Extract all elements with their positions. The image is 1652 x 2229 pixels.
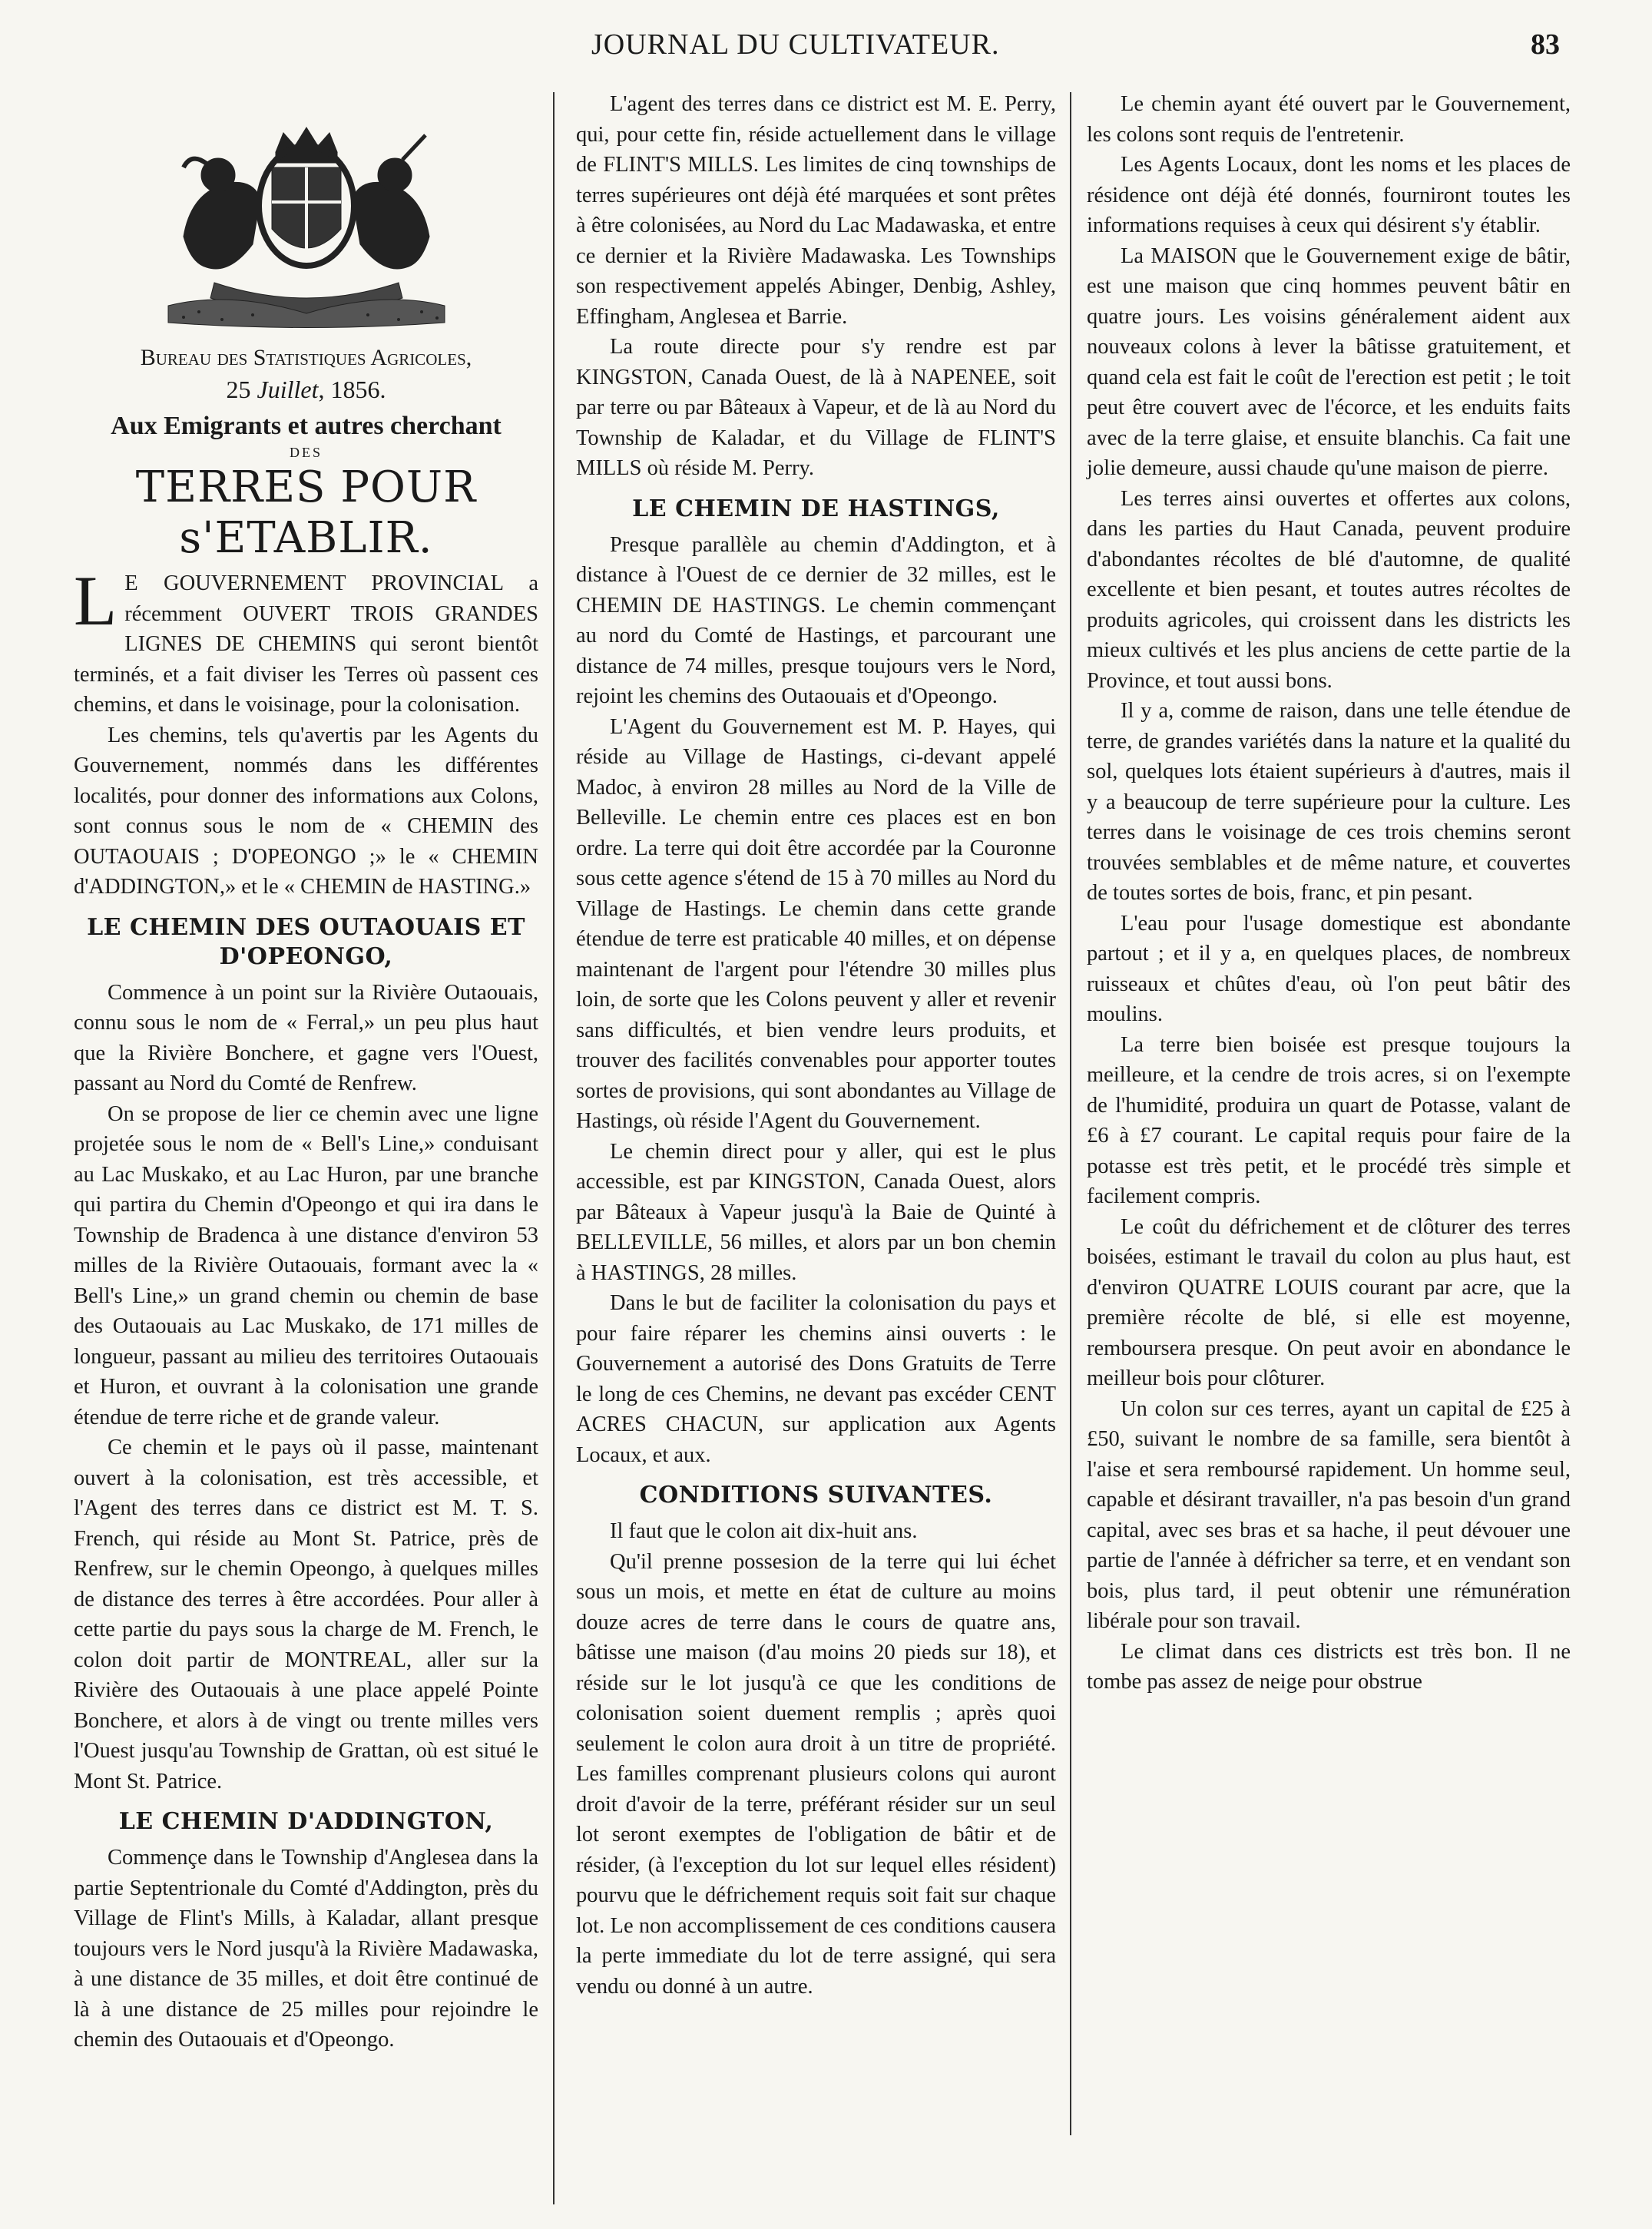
paragraph: La route directe pour s'y rendre est par KINGSTON, Canada Ouest, de là à NAPENEE, soit par terre ou par Bâteaux à Vapeur, et de là au Nord du Township de Kaladar, et du Village de FLINT'S MILLS où réside M. Perry.	[576, 335, 1056, 480]
issue-date	[74, 373, 538, 406]
paragraph: L'eau pour l'usage domestique est abondante partout ; et il y a, en quelques places, de nombreux ruisseaux et chûtes d'eau, où l'on peut bâtir des moulins.	[1087, 911, 1571, 1026]
des-line: DES	[289, 445, 323, 460]
intro-paragraph-2: Les chemins, tels qu'avertis par les Agents du Gouvernement, nommés dans les différentes localités, pour donner des informations aux Colons, sont connus sous le nom de « CHEMIN des OUTAOUAIS ; D'OPEONGO ;» le « CHEMIN d'ADDINGTON,» et le « CHEMIN de HASTING.»	[74, 723, 538, 899]
page-number: 83	[1531, 28, 1560, 61]
paragraph: Le chemin ayant été ouvert par le Gouvernement, les colons sont requis de l'entretenir.	[1087, 92, 1571, 147]
bureau-line: Bureau des Statistiques Agricoles,	[140, 345, 472, 370]
paragraph: Le chemin direct pour y aller, qui est le plus accessible, est par KINGSTON, Canada Ouest, alors par Bâteaux à Vapeur jusqu'à la Baie de Quinté à BELLEVILLE, 56 milles, et alors par un bon chemin à HASTINGS, 28 milles.	[576, 1139, 1056, 1285]
paragraph: Dans le but de faciliter la colonisation du pays et pour faire réparer les chemins ainsi ouverts : le Gouvernement a autorisé des Dons Gratuits de Terre le long de ces Chemins, ne devant pas excéder CENT ACRES CHACUN, sur application aux Agents Locaux, et aux.	[576, 1291, 1056, 1467]
section-heading-conditions: CONDITIONS SUIVANTES.	[639, 1482, 993, 1509]
paragraph: Il faut que le colon ait dix-huit ans.	[610, 1519, 918, 1543]
page-header	[0, 28, 1652, 74]
date-year: , 1856.	[318, 376, 386, 403]
paragraph: Commence à un point sur la Rivière Outaouais, connu sous le nom de « Ferral,» un peu plus haut que la Rivière Bonchere, et gagne vers l'Ouest, passant au Nord du Comté de Renfrew.	[74, 980, 538, 1095]
drop-cap: L	[74, 561, 118, 640]
date-month: Juillet	[257, 376, 319, 403]
paragraph: Presque parallèle au chemin d'Addington, et à distance à l'Ouest de ce dernier de 32 milles, est le CHEMIN DE HASTINGS. Le chemin commençant au nord du Comté de Hastings, et parcourant une distance de 74 milles, presque toujours vers le Nord, rejoint les chemins des Outaouais et d'Opeongo.	[576, 532, 1056, 708]
paragraph: Un colon sur ces terres, ayant un capital de £25 à £50, suivant le nombre de sa famille, sera bientôt à l'aise et sera remboursé rapidement. Un homme seul, capable et désirant travailler, n'a pas besoin d'un grand capital, avec ses bras et sa hache, il peut dévouer une partie de l'année à défricher sa terre, et en vendant son bois, plus tard, il peut obtenir une rémunération libérale pour son travail.	[1087, 1396, 1571, 1633]
paragraph: La terre bien boisée est presque toujours la meilleure, et la cendre de trois acres, si on l'exempte de l'humidité, produira un quart de Potasse, valant de £6 à £7 courant. Le capital requis pour faire de la potasse est très petit, et le procédé très simple et facilement compris.	[1087, 1032, 1571, 1208]
aux-emigrants-line: Aux Emigrants et autres cherchant	[111, 412, 502, 440]
paragraph: La MAISON que le Gouvernement exige de bâtir, est une maison que cinq hommes peuvent bâtir en quatre jours. Les voisins généralement aident aux nouveaux colons à lever la bâtisse gratuitement, et quand cela est fait le coût de l'erection est petit ; le toit peut être couvert avec de l'écorce, et les enduits faits avec de la terre glaise, et ensuite blanchis. Ca fait une jolie demeure, aussi chaude qu'une maison de pierre.	[1087, 243, 1571, 480]
section-heading-hastings: LE CHEMIN DE HASTINGS,	[632, 495, 1000, 522]
paragraph: Qu'il prenne possesion de la terre qui lui échet sous un mois, et mette en état de culture au moins douze acres de terre dans le cours de quatre ans, bâtisse une maison (d'au moins 20 pieds sur 18), et réside sur le lot jusqu'à ce que les conditions de colonisation soient duement remplis ; après quoi seulement le colon aura droit à un titre de propriété. Les familles comprenant plusieurs colons qui auront droit d'avoir de la terre, préférant résider sur un seul lot seront exemptes de l'obligation de bâtir et de résider, (à l'exception du lot sur lequel elles résident) pourvu que le défrichement requis soit fait sur chaque lot. Le non accomplissement de ces conditions causera la perte immediate du lot de terre assigné, qui sera vendu ou donné à un autre.	[576, 1549, 1056, 1999]
paragraph: Ce chemin et le pays où il passe, maintenant ouvert à la colonisation, est très accessible, et l'Agent des terres dans ce district est M. T. S. French, qui réside au Mont St. Patrice, près de Renfrew, sur le chemin Opeongo, à quelques milles de distance des terres à être accordées. Pour aller à cette partie du pays sous la charge de M. French, le colon doit partir de MONTREAL, aller sur la Rivière des Outaouais à une place appelé Pointe Bonchere, et alors à de vingt ou trente milles vers l'Ouest jusqu'au Township de Grattan, où est situé le Mont St. Patrice.	[74, 1436, 538, 1793]
intro-paragraph	[74, 561, 538, 720]
paragraph: Le coût du défrichement et de clôturer des terres boisées, estimant le travail du colon au plus haut, est d'environ QUATRE LOUIS courant par acre, que la première récolte de blé, si elle est moyenne, remboursera presque. On peut avoir en abondance le meilleur bois pour clôturer.	[1087, 1214, 1571, 1390]
paragraph: Le climat dans ces districts est très bon. Il ne tombe pas assez de neige pour obstrue	[1087, 1639, 1571, 1694]
paragraph: Il y a, comme de raison, dans une telle étendue de terre, de grandes variétés dans la nature et la qualité du sol, quelques lots étaient supérieurs à d'autres, mais il y a beaucoup de terre supérieure pour la culture. Les terres dans le voisinage de ces trois chemins seront trouvées semblables et de même nature, et couvertes de toutes sortes de bois, franc, et pin pesant.	[1087, 699, 1571, 905]
royal-coat-of-arms-icon	[137, 121, 475, 336]
journal-title: JOURNAL DU CULTIVATEUR.	[591, 28, 1000, 61]
paragraph: L'Agent du Gouvernement est M. P. Hayes, qui réside au Village de Hastings, ci-devant appelé Madoc, à environ 28 milles au Nord de la Ville de Belleville. Le chemin entre ces places est en bon ordre. La terre qui doit être accordée par la Couronne sous cette agence s'étend de 15 à 70 milles au Nord du Village de Hastings. Le chemin dans cette grande étendue de terre est praticable 40 milles, et on dépense maintenant de l'argent pour l'étendre 30 milles plus loin, de sorte que les Colons peuvent y aller et revenir sans difficultés, et bien vendre leurs produits, et trouver des facilités convenables pour apporter toutes sortes de provisions, qui sont abondantes au Village de Hastings, où réside l'Agent du Gouvernement.	[576, 714, 1056, 1133]
paragraph: Les terres ainsi ouvertes et offertes aux colons, dans les parties du Haut Canada, peuvent produire d'abondantes récoltes de blé d'automne, de qualité excellente et bien pesant, et toutes autres récoltes de produits agricoles, qui croissent dans les districts les mieux cultivés et les plus anciens de cette partie de la Province, et tout aussi bons.	[1087, 486, 1571, 693]
section-heading-addington: LE CHEMIN D'ADDINGTON,	[118, 1808, 494, 1835]
column-2	[576, 89, 1056, 2002]
column-divider	[1070, 92, 1071, 2135]
paragraph: L'agent des terres dans ce district est M. E. Perry, qui, pour cette fin, réside actuellement dans le village de FLINT'S MILLS. Les limites de cinq townships de terres supérieures ont déjà été marquées et sont prêtes à être colonisées, au Nord du Lac Madawaska, et entre ce dernier et la Rivière Madawaska. Les Townships son respectivement appelés Abinger, Denbig, Ashley, Effingham, Anglesea et Barrie.	[576, 92, 1056, 329]
paragraph: On se propose de lier ce chemin avec une ligne projetée sous le nom de « Bell's Line,» conduisant au Lac Muskako, et au Lac Huron, par une branche qui partira du Chemin d'Opeongo et qui ira dans le Township de Bradenca à une distance d'environ 53 milles de la Rivière Outaouais, formant avec la « Bell's Line,» un grand chemin ou chemin de base des Outaouais au Lac Muskako, de 171 milles de longueur, passant au milieu des territoires Outaouais et Huron, et ouvrant à la colonisation une grande étendue de terre riche et de grande valeur.	[74, 1101, 538, 1429]
main-headline: TERRES POUR s'ETABLIR.	[135, 462, 477, 563]
date-day: 25	[226, 376, 257, 403]
intro-text: E GOUVERNEMENT PROVINCIAL a récemment OUVERT TROIS GRANDES LIGNES DE CHEMINS qui seront bientôt terminés, et a fait diviser les Terres où passent ces chemins, et dans le voisinage, pour la colonisation.	[74, 571, 538, 717]
section-heading-outaouais: LE CHEMIN DES OUTAOUAIS ET D'OPEONGO,	[87, 913, 525, 970]
paragraph: Les Agents Locaux, dont les noms et les places de résidence ont déjà été donnés, fourniront toutes les informations requises à ceux qui désirent s'y établir.	[1087, 153, 1571, 237]
column-divider	[553, 92, 555, 2204]
paragraph: Commençe dans le Township d'Anglesea dans la partie Septentrionale du Comté d'Addington, près du Village de Flint's Mills, à Kaladar, allant presque toujours vers le Nord jusqu'à la Rivière Madawaska, à une distance de 35 milles, et doit être continué de là à une distance de 25 milles pour rejoindre le chemin des Outaouais et d'Opeongo.	[74, 1846, 538, 2052]
column-3	[1087, 89, 1571, 1697]
column-1	[74, 91, 538, 2055]
